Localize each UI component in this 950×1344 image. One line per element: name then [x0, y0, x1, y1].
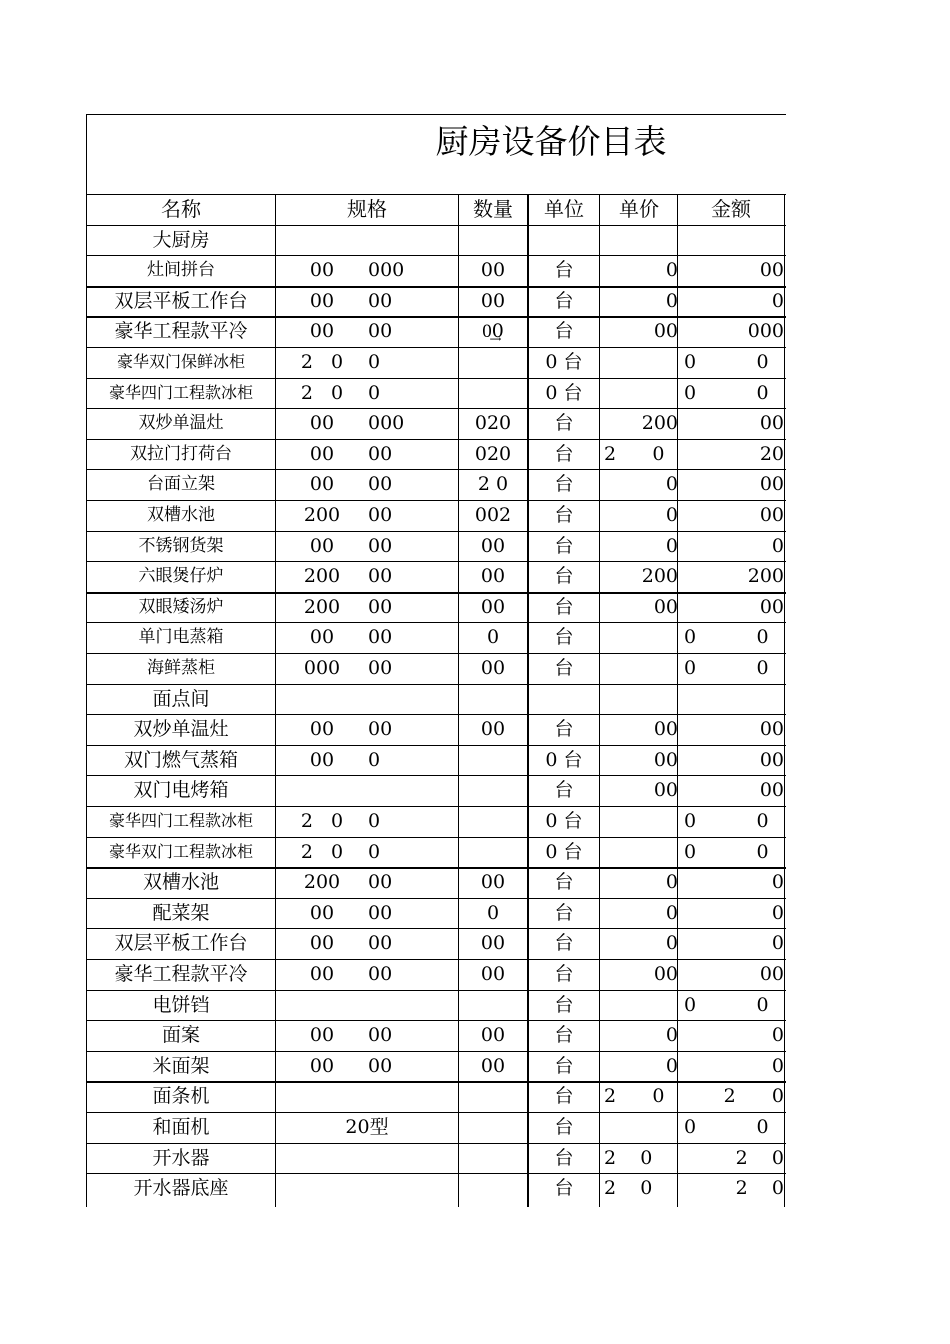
item-quantity [459, 1173, 527, 1203]
item-spec-length: 00 [309, 535, 335, 557]
item-amount: 0 [771, 1024, 784, 1046]
item-unit-price: 0 [665, 259, 678, 281]
item-amount: 20 [759, 443, 784, 465]
item-spec-width [368, 1143, 458, 1173]
item-spec-width: 00 [368, 932, 393, 954]
item-spec-width: 00 [368, 443, 393, 465]
item-amount: 00 [759, 259, 784, 281]
item-unit: 台 [554, 626, 574, 648]
item-name: 豪华工程款平冷 [114, 963, 248, 985]
item-quantity: 00 [480, 596, 506, 618]
item-spec-width: 00 [368, 565, 393, 587]
item-unit: 台 [554, 473, 574, 495]
item-spec-length: 00 [309, 1055, 335, 1077]
item-quantity [459, 1143, 527, 1173]
item-unit: 台 [554, 290, 574, 312]
item-quantity: 00 [480, 932, 506, 954]
item-unit-price: 0 [665, 504, 678, 526]
item-unit-price: 0 [665, 1055, 678, 1077]
item-name: 和面机 [152, 1116, 210, 1138]
item-spec-length: 200 [303, 565, 341, 587]
item-spec-width: 0 [368, 351, 381, 373]
item-quantity: 00 [480, 565, 506, 587]
item-spec-width [368, 1081, 458, 1111]
item-unit-price: 0 [665, 290, 678, 312]
item-amount: 00 [759, 779, 784, 801]
item-name: 豪华双门工程款冰柜 [108, 842, 253, 861]
item-spec-width [368, 1173, 458, 1203]
item-amount: 2 0 [735, 1147, 784, 1169]
item-spec-width: 00 [368, 963, 393, 985]
item-unit: 0 台 [545, 810, 583, 832]
item-unit: 台 [554, 1147, 574, 1169]
item-name: 灶间拼台 [147, 260, 215, 280]
item-unit: 台 [554, 902, 574, 924]
item-name: 双炒单温灶 [133, 718, 229, 740]
item-unit-price: 00 [653, 718, 678, 740]
item-unit-price: 00 [653, 320, 678, 342]
item-name: 面案 [161, 1024, 200, 1046]
item-name: 电饼铛 [152, 994, 210, 1016]
item-unit-price: 00 [653, 749, 678, 771]
item-unit: 台 [554, 994, 574, 1016]
header-name: 名称 [161, 197, 201, 221]
item-unit-price [600, 653, 678, 683]
item-spec-length: 00 [309, 290, 335, 312]
item-unit-price: 2 0 [604, 1085, 665, 1107]
item-amount: 200 [747, 565, 784, 587]
item-amount: 0 [771, 1055, 784, 1077]
item-name: 开水器 [152, 1147, 210, 1169]
item-name: 双拉门打荷台 [130, 444, 232, 464]
item-spec-length [276, 1173, 368, 1203]
item-unit-price: 00 [653, 779, 678, 801]
item-name: 单门电蒸箱 [138, 627, 224, 647]
item-amount: 0 0 [684, 657, 769, 679]
item-unit-price [600, 347, 678, 377]
item-quantity [459, 1081, 527, 1111]
item-spec-length: 2 0 [300, 841, 344, 863]
item-unit: 台 [554, 932, 574, 954]
header-amount: 金额 [711, 197, 751, 221]
item-unit-price: 00 [653, 963, 678, 985]
item-spec-width [368, 775, 458, 805]
item-unit-price: 0 [665, 535, 678, 557]
item-unit: 台 [554, 596, 574, 618]
item-quantity [459, 378, 527, 408]
item-spec-length: 2 0 [300, 382, 344, 404]
item-spec-length: 00 [309, 473, 335, 495]
item-unit-price: 0 [665, 473, 678, 495]
item-spec-length: 00 [309, 749, 335, 771]
item-spec-length: 00 [309, 320, 335, 342]
item-unit: 台 [554, 1055, 574, 1077]
item-quantity: 00 [480, 259, 506, 281]
item-unit: 0 台 [545, 749, 583, 771]
item-spec-length: 2 0 [300, 351, 344, 373]
item-unit: 台 [554, 657, 574, 679]
item-unit: 0 台 [545, 382, 583, 404]
item-spec-length [276, 775, 368, 805]
item-spec-width: 00 [368, 718, 393, 740]
item-unit-price: 2 0 [604, 443, 665, 465]
item-spec-length: 00 [309, 412, 335, 434]
item-spec: 20型 [345, 1116, 389, 1138]
item-spec-width: 00 [368, 902, 393, 924]
item-spec-width: 00 [368, 320, 393, 342]
item-unit-price: 0 [665, 902, 678, 924]
item-amount: 0 [771, 871, 784, 893]
item-spec-width: 000 [368, 259, 405, 281]
item-name: 双槽水池 [147, 505, 215, 525]
item-name: 不锈钢货架 [138, 536, 224, 556]
item-spec-length: 200 [303, 596, 341, 618]
item-name: 双门燃气蒸箱 [123, 749, 238, 771]
item-spec-width [368, 990, 458, 1020]
item-unit-price: 0 [665, 932, 678, 954]
item-unit: 0 台 [545, 841, 583, 863]
item-amount: 00 [759, 718, 784, 740]
item-quantity: 020 [474, 412, 512, 434]
item-spec-width: 00 [368, 626, 393, 648]
item-amount: 0 [771, 535, 784, 557]
item-quantity: 00 [480, 535, 506, 557]
item-unit-price: 00 [653, 596, 678, 618]
item-unit: 台 [554, 1116, 574, 1138]
header-unit: 单位 [544, 197, 584, 221]
header-price: 单价 [619, 197, 659, 221]
item-name: 双炒单温灶 [138, 413, 224, 433]
item-name: 面条机 [152, 1085, 210, 1107]
item-unit-price: 2 0 [604, 1147, 653, 1169]
item-amount: 000 [747, 320, 784, 342]
item-unit: 台 [554, 504, 574, 526]
item-spec-width: 00 [368, 535, 393, 557]
item-spec-width: 0 [368, 810, 381, 832]
item-spec-width: 00 [368, 1024, 393, 1046]
item-quantity: 00 [480, 871, 506, 893]
item-amount: 2 0 [723, 1085, 784, 1107]
item-quantity: 0 [486, 626, 500, 648]
item-unit: 台 [554, 718, 574, 740]
item-name: 双门电烤箱 [133, 779, 229, 801]
item-unit: 台 [554, 963, 574, 985]
item-name: 配菜架 [152, 902, 210, 924]
item-unit-price: 0 [665, 871, 678, 893]
item-spec-width: 00 [368, 871, 393, 893]
section-title: 大厨房 [152, 229, 210, 251]
item-quantity: 00 [480, 718, 506, 740]
item-quantity [459, 806, 527, 836]
column-divider-amount [784, 194, 785, 1207]
item-amount: 00 [759, 412, 784, 434]
item-quantity: 00 [480, 1055, 506, 1077]
sheet-title: 厨房设备价目表 [435, 122, 667, 161]
item-quantity: 0 [486, 902, 500, 924]
item-spec-width: 0 [368, 841, 381, 863]
item-spec-length: 00 [309, 963, 335, 985]
item-quantity [459, 837, 527, 867]
item-name: 米面架 [152, 1055, 210, 1077]
item-unit-price [600, 806, 678, 836]
header-spec: 规格 [347, 197, 387, 221]
item-unit: 台 [554, 443, 574, 465]
item-quantity: 00 [480, 963, 506, 985]
item-quantity: 00 [480, 657, 506, 679]
item-amount: 0 0 [684, 1116, 769, 1138]
item-name: 六眼煲仔炉 [138, 566, 224, 586]
item-quantity: 020 [474, 443, 512, 465]
item-unit-price [600, 990, 678, 1020]
item-spec-length: 00 [309, 259, 335, 281]
item-amount: 00 [759, 504, 784, 526]
item-name: 双层平板工作台 [114, 290, 248, 312]
item-spec-width: 000 [368, 412, 405, 434]
item-spec-length: 2 0 [300, 810, 344, 832]
item-unit-price [600, 622, 678, 652]
item-spec-width: 00 [368, 596, 393, 618]
item-unit: 台 [554, 565, 574, 587]
item-unit: 台 [554, 1085, 574, 1107]
item-unit: 0 台 [545, 351, 583, 373]
item-name: 双眼矮汤炉 [138, 597, 224, 617]
item-name: 海鲜蒸柜 [147, 658, 215, 678]
item-spec-width: 00 [368, 657, 393, 679]
item-unit-price [600, 837, 678, 867]
item-spec-length: 000 [303, 657, 341, 679]
item-unit: 台 [554, 1177, 574, 1199]
item-name: 双槽水池 [142, 871, 219, 893]
item-name: 豪华工程款平冷 [114, 320, 248, 342]
item-unit: 台 [554, 779, 574, 801]
item-unit-price [600, 378, 678, 408]
item-amount: 00 [759, 749, 784, 771]
item-amount: 0 [771, 290, 784, 312]
header-qty: 数量 [473, 197, 513, 221]
item-unit: 台 [554, 535, 574, 557]
item-spec-length [276, 1081, 368, 1111]
item-amount: 0 [771, 902, 784, 924]
item-unit-price: 200 [641, 412, 678, 434]
item-spec-width: 00 [368, 1055, 393, 1077]
item-quantity: 00 [480, 1024, 506, 1046]
section-title: 面点间 [152, 688, 210, 710]
item-quantity [459, 775, 527, 805]
item-quantity: 002 [474, 504, 512, 526]
item-quantity [459, 990, 527, 1020]
item-unit: 台 [554, 871, 574, 893]
item-spec-length: 00 [309, 718, 335, 740]
item-name: 双层平板工作台 [114, 932, 248, 954]
item-spec-width: 00 [368, 504, 393, 526]
item-unit: 台 [554, 259, 574, 281]
item-name: 开水器底座 [133, 1177, 229, 1199]
item-amount: 00 [759, 473, 784, 495]
item-quantity [459, 745, 527, 775]
item-quantity: 2 0 [477, 473, 509, 495]
item-name: 台面立架 [147, 474, 215, 494]
item-name: 豪华双门保鲜冰柜 [116, 352, 245, 371]
item-unit-price: 0 [665, 1024, 678, 1046]
item-quantity [459, 1112, 527, 1142]
item-name: 豪华四门工程款冰柜 [108, 811, 253, 830]
item-amount: 0 0 [684, 994, 769, 1016]
item-spec-length: 200 [303, 504, 341, 526]
item-amount: 0 [771, 932, 784, 954]
item-spec-width: 0 [368, 382, 381, 404]
item-spec-width: 00 [368, 473, 393, 495]
item-quantity [459, 347, 527, 377]
item-spec-length: 200 [303, 871, 341, 893]
item-unit: 台 [554, 412, 574, 434]
item-amount: 00 [759, 963, 784, 985]
item-spec-length [276, 990, 368, 1020]
item-unit-price: 2 0 [604, 1177, 653, 1199]
item-amount: 0 0 [684, 626, 769, 648]
item-spec-length: 00 [309, 902, 335, 924]
item-spec-length: 00 [309, 626, 335, 648]
item-unit-price: 200 [641, 565, 678, 587]
item-amount: 0 0 [684, 351, 769, 373]
item-unit-price [600, 1112, 678, 1142]
item-name: 豪华四门工程款冰柜 [108, 383, 253, 402]
item-spec-length: 00 [309, 443, 335, 465]
item-unit: 台 [554, 320, 574, 342]
item-amount: 2 0 [735, 1177, 784, 1199]
item-spec-length: 00 [309, 932, 335, 954]
item-amount: 0 0 [684, 382, 769, 404]
item-quantity: 00 [480, 290, 506, 312]
item-spec-width: 0 [368, 749, 381, 771]
item-amount: 0 0 [684, 810, 769, 832]
item-spec-width: 00 [368, 290, 393, 312]
item-quantity: 0͢0 [482, 320, 504, 342]
item-spec-length [276, 1143, 368, 1173]
item-unit: 台 [554, 1024, 574, 1046]
item-amount: 0 0 [684, 841, 769, 863]
item-amount: 00 [759, 596, 784, 618]
item-spec-length: 00 [309, 1024, 335, 1046]
